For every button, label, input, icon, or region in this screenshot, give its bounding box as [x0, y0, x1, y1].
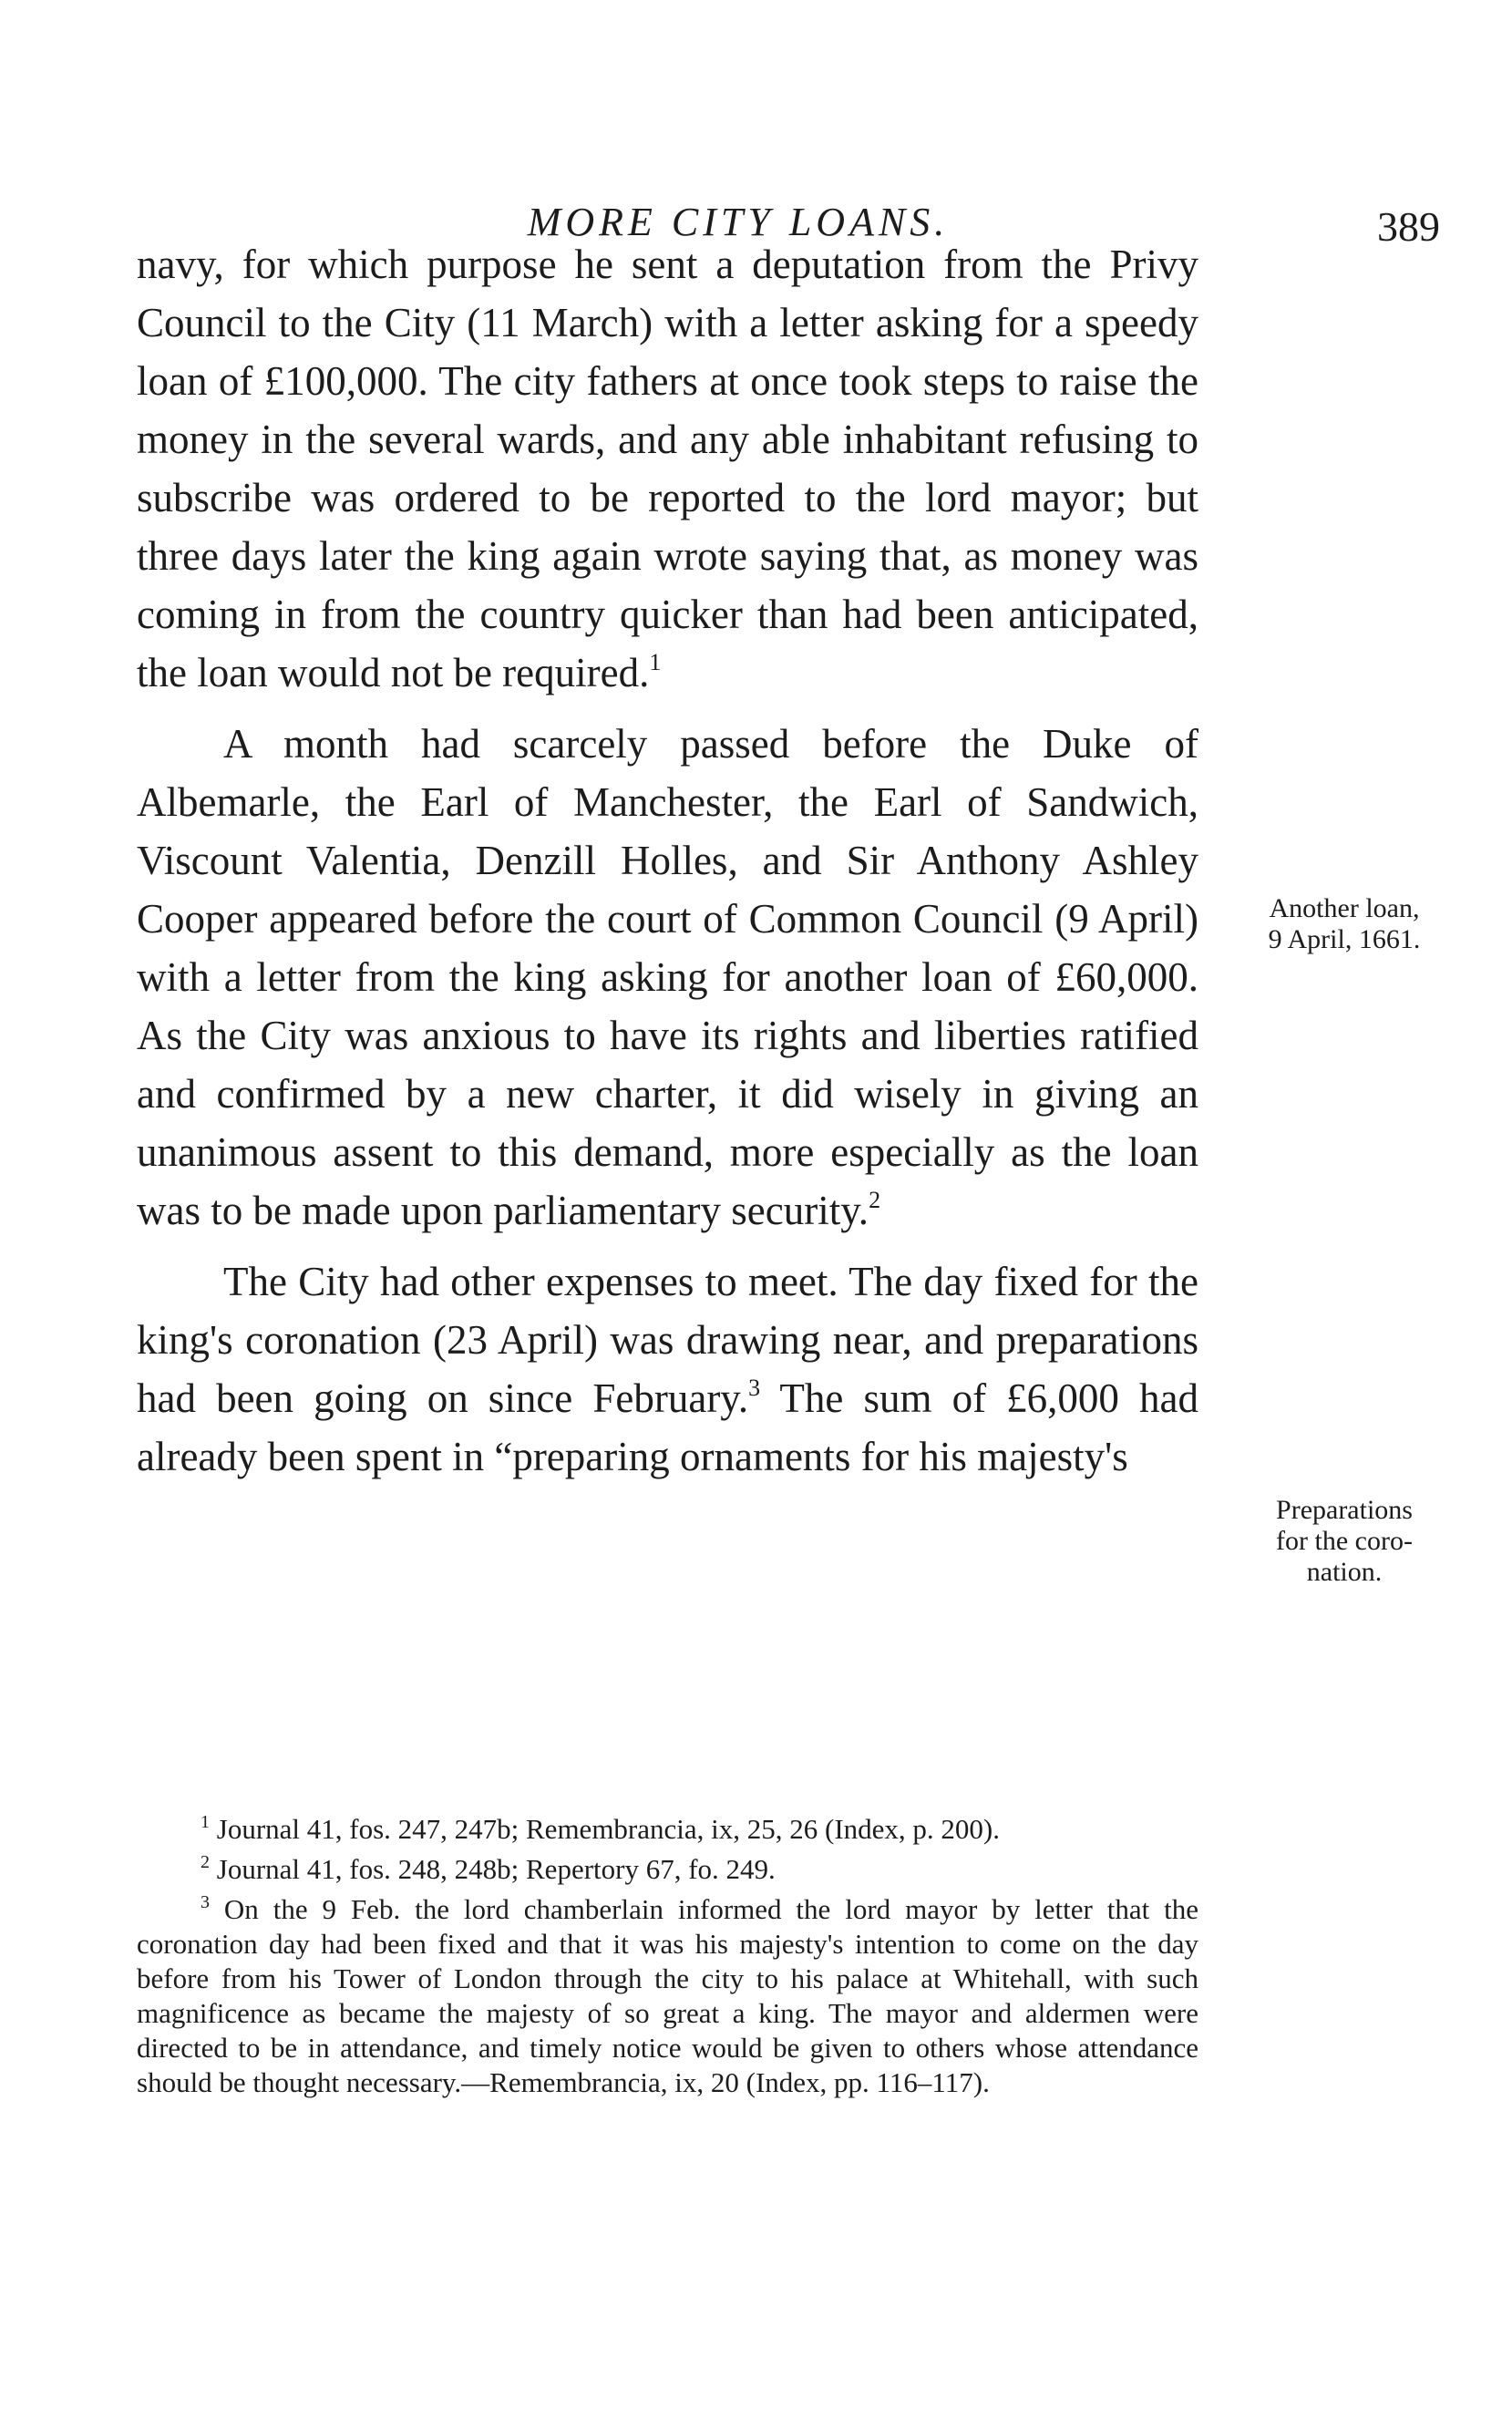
note-ref-2: 2 [869, 1187, 881, 1213]
marginal-note-another-loan: Another loan, 9 April, 1661. [1268, 893, 1421, 954]
page-number: 389 [1377, 203, 1440, 250]
footnote-3: $^3$ On the 9 Feb. the lord chamberlain informed the lord mayor by letter that the coronation day had been fixed and that it was his majesty's intention to come on the day before from his Tower of London through the city to his palace at Whitehall, with such magnificence as became the majesty of so great a king. The mayor and aldermen were directed to be in attendance, and timely notice would be given to others whose attendance should be thought necessary.—Remembrancia, ix, 20 (Index, pp. 116–117). [137, 1892, 1198, 2098]
note-ref-3: 3 [748, 1375, 761, 1401]
paragraph-1: navy, for which purpose he sent a deputation from the Privy Council to the City (11 March) with a letter asking for a speedy loan of £100,000. The city fathers at once took steps to raise the money in the several wards, and any able inhabitant refusing to subscribe was ordered to be reported to the lord mayor; but three days later the king again wrote saying that, as money was coming in from the country quicker than had been anticipated, the loan would not be required.$^1$ [137, 242, 1198, 695]
footnote-1: $^1$ Journal 41, fos. 247, 247b; Remembrancia, ix, 25, 26 (Index, p. 200). [201, 1812, 1000, 1845]
paragraph-3: The City had other expenses to meet. The day fixed for the king's coronation (23 April) was drawing near, and preparations had been going on since February.$^3$ The sum of £6,000 had already been spent in “preparing ornaments for his majesty's [137, 1259, 1198, 1479]
marginal-note-coronation: Preparations for the coro- nation. [1276, 1495, 1413, 1587]
footnotes [137, 1812, 1198, 2106]
running-title: MORE CITY LOANS. [527, 200, 950, 244]
body-text [137, 235, 1198, 1486]
paragraph-2: A month had scarcely passed before the Duke of Albemarle, the Earl of Manchester, the Earl of Sandwich, Viscount Valentia, Denzill Holles, and Sir Anthony Ashley Cooper appeared before the court of Common Council (9 April) with a letter from the king asking for another loan of £60,000. As the City was anxious to have its rights and liberties ratified and confirmed by a new charter, it did wisely in giving an unanimous assent to this demand, more especially as the loan was to be made upon parliamentary security.$^2$ [137, 721, 1198, 1233]
note-ref-1: 1 [649, 649, 662, 675]
footnote-2: $^2$ Journal 41, fos. 248, 248b; Repertory 67, fo. 249. [201, 1852, 776, 1885]
